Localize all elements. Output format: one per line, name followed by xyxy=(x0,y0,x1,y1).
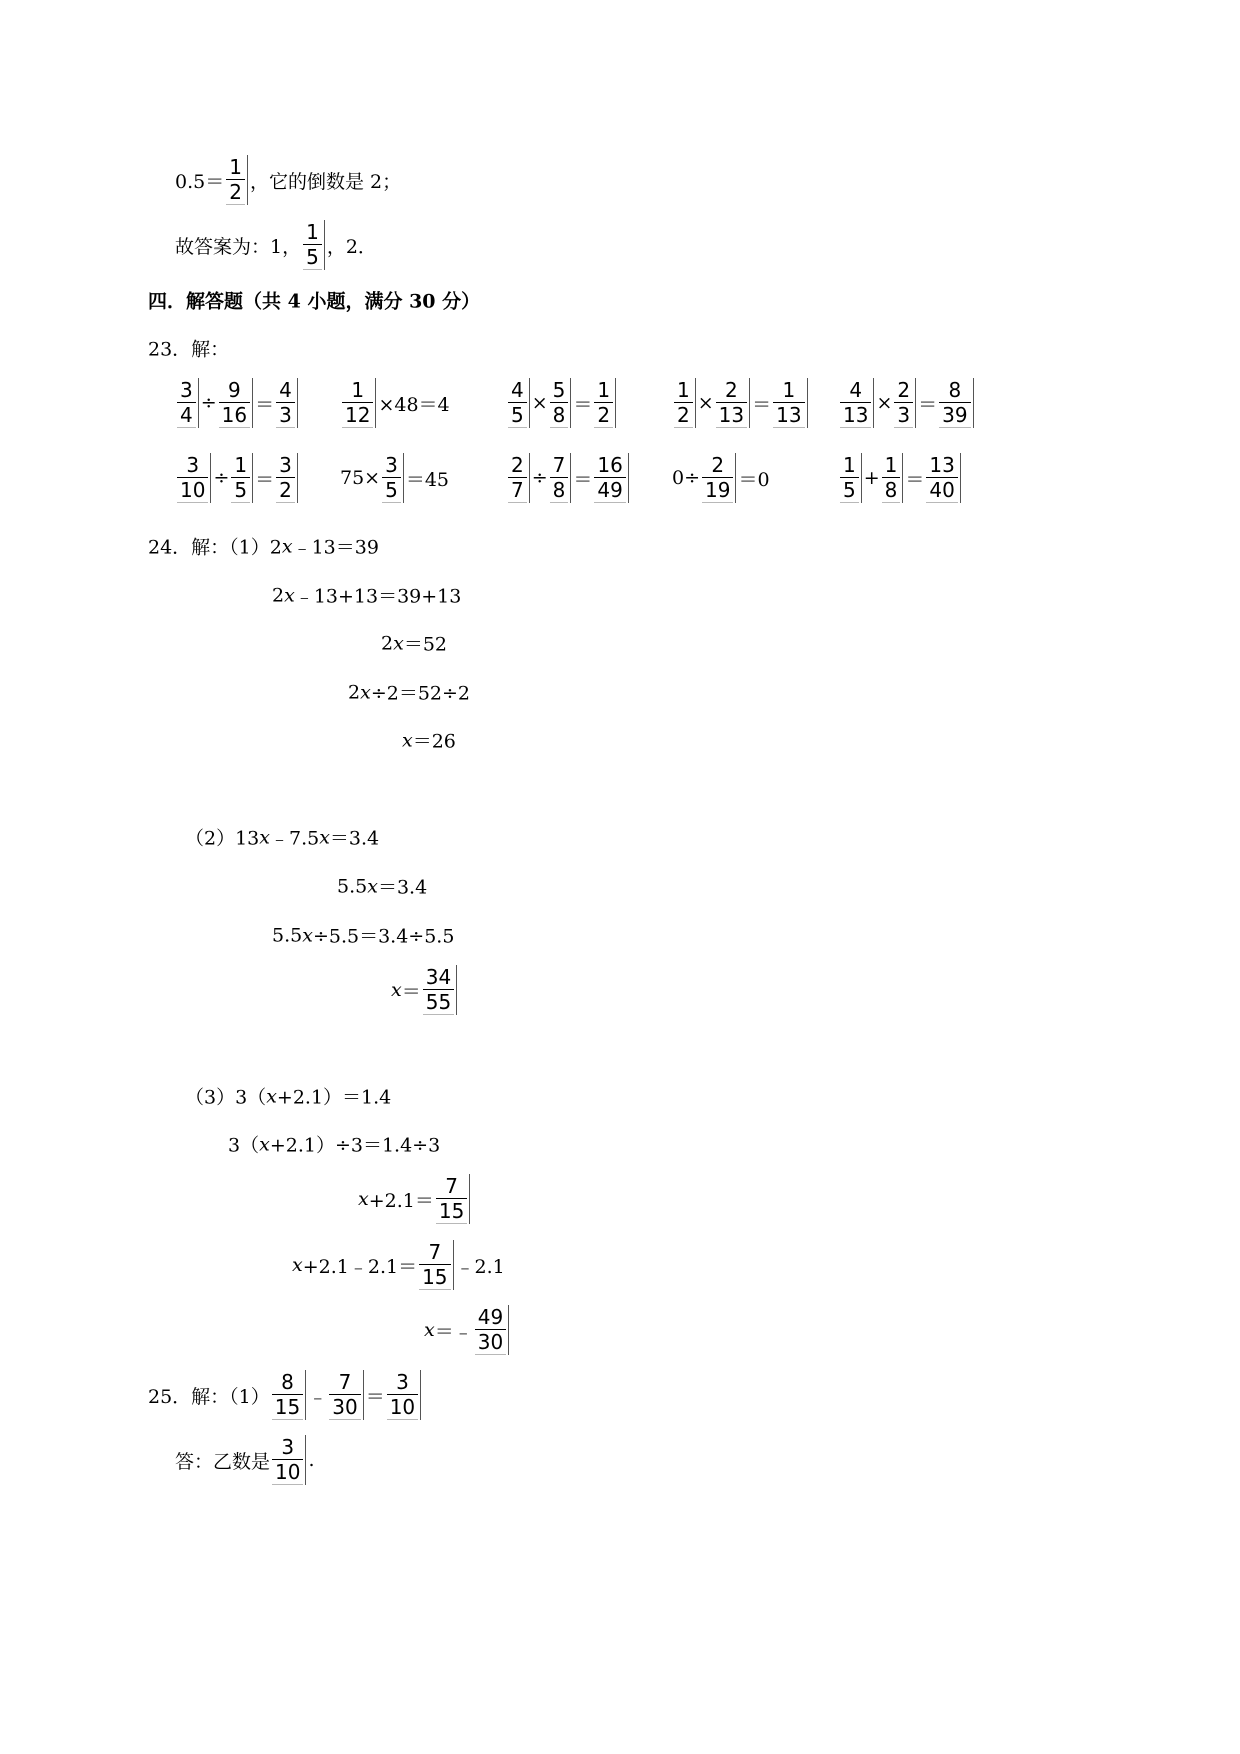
text-segment: ＝52 xyxy=(403,633,447,656)
fraction-numerator: 5 xyxy=(552,378,566,402)
fraction xyxy=(219,378,253,428)
fraction xyxy=(419,1240,453,1290)
text-segment: ＝26 xyxy=(412,730,456,753)
text-segment: （3）3（ xyxy=(185,1086,267,1109)
fraction xyxy=(840,453,862,503)
fraction-denominator: 8 xyxy=(550,403,569,428)
fraction-numerator: 2 xyxy=(725,378,738,402)
text-segment: ＝ xyxy=(255,468,275,491)
text-segment: ＝3.4 xyxy=(329,827,380,850)
fraction-denominator: 49 xyxy=(594,478,625,503)
fraction-numerator: 4 xyxy=(849,378,863,402)
fraction-numerator: 4 xyxy=(511,378,524,402)
text-segment: ﹣2.1 xyxy=(455,1255,505,1278)
fraction xyxy=(508,378,530,428)
text-segment: 2 xyxy=(272,584,285,606)
fraction-denominator: 3 xyxy=(894,403,913,428)
text-segment: 5.5 xyxy=(337,875,368,897)
fraction-numerator: 1 xyxy=(843,453,856,477)
text-segment: ＝ xyxy=(918,393,938,416)
text-segment: ＝ xyxy=(573,393,593,416)
text-segment: × xyxy=(876,392,893,414)
fraction-denominator: 8 xyxy=(882,478,901,503)
fraction-denominator: 15 xyxy=(419,1265,450,1290)
fraction-numerator: 16 xyxy=(597,453,623,477)
fraction xyxy=(177,453,211,503)
fraction-numerator: 2 xyxy=(511,453,524,477)
fraction xyxy=(329,1370,363,1420)
variable: x xyxy=(358,1188,369,1210)
text-segment: 四．解答题（共 4 小题，满分 30 分） xyxy=(148,290,481,313)
fraction-numerator: 4 xyxy=(279,378,292,402)
fraction xyxy=(926,453,960,503)
fraction-numerator: 1 xyxy=(782,378,796,402)
fraction xyxy=(177,378,199,428)
fraction-numerator: 3 xyxy=(396,1370,409,1394)
fraction xyxy=(773,378,807,428)
fraction-denominator: 16 xyxy=(219,403,250,428)
fraction-denominator: 15 xyxy=(272,1395,303,1420)
text-segment: ÷ xyxy=(213,467,230,489)
text-segment: ＝ xyxy=(255,393,275,416)
fraction-numerator: 7 xyxy=(445,1174,458,1198)
fraction xyxy=(387,1370,421,1420)
fraction xyxy=(594,378,616,428)
fraction-denominator: 10 xyxy=(177,478,208,503)
text-segment: ＝ xyxy=(752,393,772,416)
fraction-denominator: 40 xyxy=(926,478,957,503)
fraction-denominator: 2 xyxy=(674,403,693,428)
fraction-denominator: 3 xyxy=(276,403,295,428)
fraction-denominator: 15 xyxy=(436,1199,467,1224)
fraction-denominator: 5 xyxy=(231,478,250,503)
fraction xyxy=(939,378,973,428)
text-segment: ，2． xyxy=(326,235,377,258)
fraction xyxy=(594,453,628,503)
fraction-denominator: 2 xyxy=(226,180,245,205)
fraction-numerator: 3 xyxy=(281,1435,295,1459)
text-segment: 24．解：（1）2 xyxy=(148,536,282,559)
text-segment: × xyxy=(531,392,548,414)
text-segment: ＝ xyxy=(401,980,421,1003)
fraction xyxy=(716,378,750,428)
variable: x xyxy=(319,826,330,848)
fraction xyxy=(436,1174,470,1224)
text-segment: ﹣13＝39 xyxy=(292,536,379,559)
text-segment: +2.1﹣2.1＝ xyxy=(302,1255,418,1278)
text-segment: + xyxy=(863,467,880,489)
text-segment: ＝﹣ xyxy=(434,1320,473,1343)
fraction-numerator: 7 xyxy=(428,1240,442,1264)
fraction-denominator: 19 xyxy=(702,478,733,503)
fraction-denominator: 5 xyxy=(303,245,322,270)
text-segment: 2 xyxy=(381,632,394,654)
text-segment: ÷ xyxy=(531,467,548,489)
fraction xyxy=(508,453,530,503)
fraction xyxy=(382,453,404,503)
fraction-denominator: 30 xyxy=(475,1330,506,1355)
variable: x xyxy=(259,826,270,848)
fraction-denominator: 7 xyxy=(508,478,527,503)
fraction-denominator: 39 xyxy=(939,403,970,428)
fraction-numerator: 7 xyxy=(338,1370,352,1394)
text-segment: ﹣13+13＝39+13 xyxy=(294,585,462,608)
fraction xyxy=(423,965,457,1015)
fraction-denominator: 13 xyxy=(773,403,804,428)
variable: x xyxy=(367,875,378,897)
text-segment: 故答案为：1， xyxy=(175,235,302,258)
fraction xyxy=(674,378,696,428)
fraction-numerator: 3 xyxy=(385,453,398,477)
text-segment: ＝45 xyxy=(405,468,450,491)
text-segment: ÷2＝52÷2 xyxy=(370,682,471,705)
fraction-numerator: 34 xyxy=(425,965,452,989)
fraction-numerator: 2 xyxy=(897,378,911,402)
text-segment: ÷5.5＝3.4÷5.5 xyxy=(312,925,455,948)
fraction-denominator: 10 xyxy=(387,1395,418,1420)
fraction-denominator: 2 xyxy=(276,478,295,503)
fraction-denominator: 5 xyxy=(840,478,859,503)
fraction-numerator: 8 xyxy=(948,378,962,402)
variable: x xyxy=(391,979,402,1001)
text-segment: 25．解：（1） xyxy=(148,1385,270,1408)
text-segment: ÷ xyxy=(200,392,217,414)
fraction-denominator: 2 xyxy=(594,403,613,428)
text-segment: ＝ xyxy=(905,468,925,491)
fraction-denominator: 13 xyxy=(840,403,871,428)
fraction-denominator: 55 xyxy=(423,990,454,1015)
text-segment: 答：乙数是 xyxy=(175,1450,271,1473)
fraction-numerator: 1 xyxy=(351,378,365,402)
fraction-denominator: 5 xyxy=(508,403,527,428)
text-segment: 75× xyxy=(340,467,381,489)
fraction-numerator: 3 xyxy=(186,453,200,477)
fraction xyxy=(272,1435,306,1485)
fraction-denominator: 8 xyxy=(550,478,569,503)
text-segment: ＝0 xyxy=(738,468,770,491)
fraction-numerator: 9 xyxy=(228,378,241,402)
text-segment: +2.1）÷3＝1.4÷3 xyxy=(269,1134,441,1157)
variable: x xyxy=(424,1319,435,1341)
text-segment: +2.1）＝1.4 xyxy=(276,1086,392,1109)
fraction-denominator: 30 xyxy=(329,1395,360,1420)
text-segment: 2 xyxy=(348,681,361,703)
text-segment: （2）13 xyxy=(185,827,260,850)
fraction xyxy=(226,155,248,205)
fraction xyxy=(342,378,376,428)
variable: x xyxy=(393,632,404,654)
text-segment: × xyxy=(697,392,714,414)
fraction xyxy=(894,378,916,428)
fraction-denominator: 13 xyxy=(716,403,747,428)
fraction-numerator: 3 xyxy=(180,378,193,402)
fraction-numerator: 1 xyxy=(234,453,248,477)
text-segment: 5.5 xyxy=(272,924,303,946)
fraction xyxy=(840,378,874,428)
fraction-denominator: 12 xyxy=(342,403,373,428)
fraction xyxy=(550,453,572,503)
fraction xyxy=(231,453,253,503)
text-segment: ﹣7.5 xyxy=(269,827,320,850)
text-segment: +2.1＝ xyxy=(368,1189,434,1212)
fraction-numerator: 1 xyxy=(306,220,319,244)
text-segment: ﹣ xyxy=(308,1385,328,1408)
fraction xyxy=(882,453,904,503)
fraction-numerator: 13 xyxy=(929,453,955,477)
variable: x xyxy=(281,535,293,557)
text-segment: ＝ xyxy=(365,1385,385,1408)
variable: x xyxy=(259,1133,270,1155)
text-segment: ×48＝4 xyxy=(378,393,450,416)
fraction xyxy=(702,453,736,503)
fraction-numerator: 1 xyxy=(884,453,898,477)
fraction-numerator: 1 xyxy=(597,378,611,402)
variable: x xyxy=(266,1085,277,1107)
fraction-numerator: 1 xyxy=(677,378,690,402)
variable: x xyxy=(292,1254,303,1276)
fraction-numerator: 3 xyxy=(279,453,292,477)
fraction xyxy=(272,1370,306,1420)
fraction xyxy=(475,1305,509,1355)
variable: x xyxy=(360,681,371,703)
fraction-numerator: 1 xyxy=(229,155,242,179)
fraction xyxy=(550,378,572,428)
fraction-denominator: 5 xyxy=(382,478,401,503)
text-segment: 23．解： xyxy=(148,338,230,361)
fraction-numerator: 2 xyxy=(711,453,725,477)
text-segment: ，它的倒数是 2； xyxy=(249,170,402,193)
variable: x xyxy=(284,584,295,606)
fraction-numerator: 8 xyxy=(281,1370,294,1394)
fraction-denominator: 4 xyxy=(177,403,196,428)
text-segment: . xyxy=(308,1449,315,1471)
fraction-numerator: 7 xyxy=(552,453,566,477)
fraction-denominator: 10 xyxy=(272,1460,303,1485)
fraction xyxy=(276,453,298,503)
text-segment: ＝3.4 xyxy=(377,876,428,899)
fraction xyxy=(276,378,298,428)
fraction-numerator: 49 xyxy=(477,1305,504,1329)
text-segment: ＝ xyxy=(573,468,593,491)
text-segment: 0÷ xyxy=(672,467,701,489)
fraction xyxy=(303,220,325,270)
variable: x xyxy=(402,729,413,751)
text-segment: 3（ xyxy=(228,1134,260,1157)
variable: x xyxy=(302,924,313,946)
text-segment: 0.5＝ xyxy=(175,170,225,193)
